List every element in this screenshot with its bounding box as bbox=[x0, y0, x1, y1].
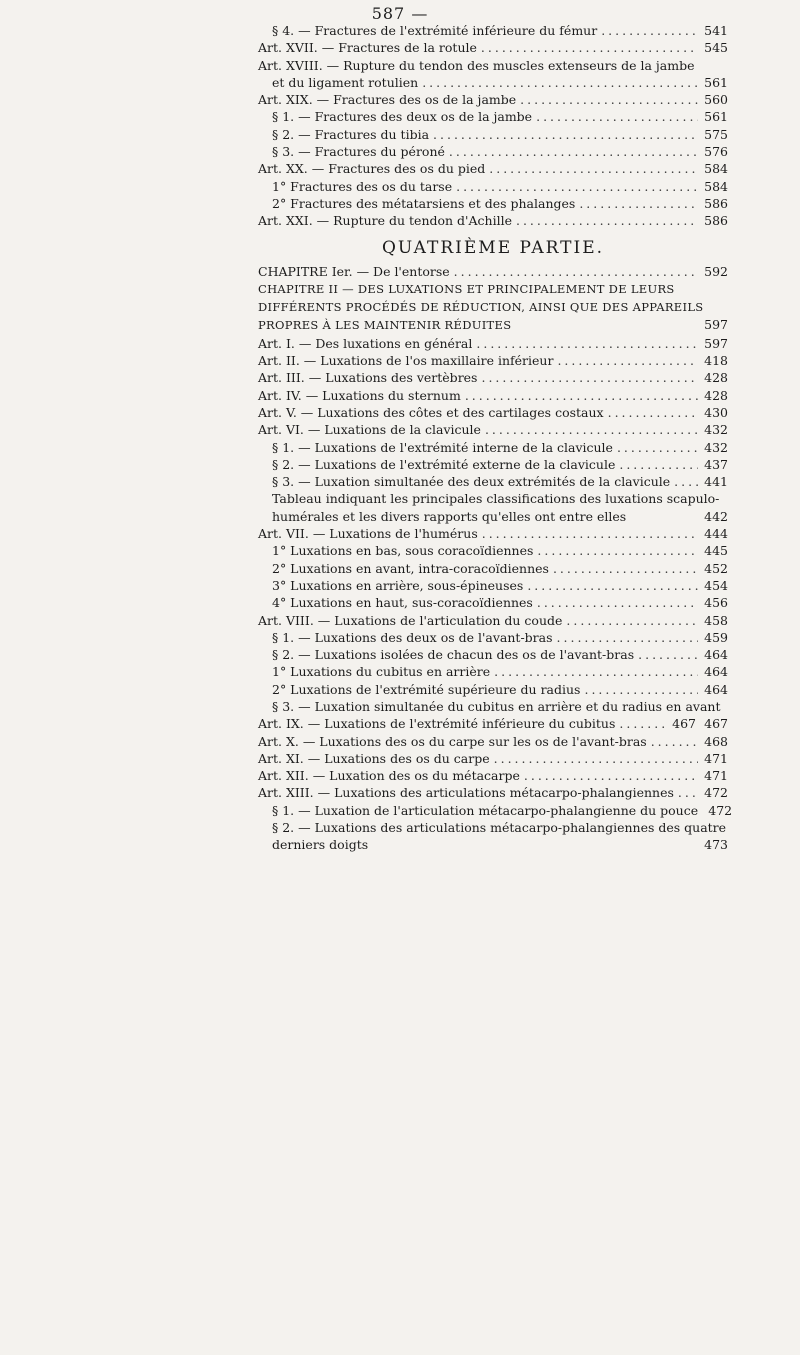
toc-entry bbox=[258, 178, 728, 195]
toc-entry bbox=[258, 108, 728, 125]
entry-title: Art. V. — Luxations des côtes et des cartilages costaux bbox=[258, 404, 604, 420]
entry-title: § 3. — Luxation simultanée du cubitus en arrière et du radius en avant bbox=[272, 698, 721, 714]
part-heading-row bbox=[258, 230, 728, 263]
toc-line bbox=[258, 802, 733, 819]
toc-line bbox=[258, 715, 696, 732]
entry-title: § 1. — Luxations des deux os de l'avant-bras bbox=[272, 629, 553, 645]
toc-entry bbox=[258, 767, 728, 784]
toc-entry bbox=[258, 195, 728, 212]
toc-line bbox=[258, 560, 728, 577]
dot-leader bbox=[481, 39, 698, 56]
dot-leader bbox=[476, 335, 698, 352]
entry-title: Art. I. — Des luxations en général bbox=[258, 335, 473, 351]
toc-entry bbox=[258, 143, 728, 160]
dot-leader bbox=[433, 126, 698, 143]
dot-leader bbox=[516, 212, 698, 229]
entry-page: 586 bbox=[704, 213, 728, 229]
entry-page: 418 bbox=[704, 353, 728, 369]
dot-leader bbox=[619, 456, 698, 473]
toc-line bbox=[258, 421, 728, 438]
entry-page: 597 bbox=[704, 317, 728, 333]
dot-leader bbox=[482, 525, 698, 542]
entry-title: 4° Luxations en haut, sus-coracoïdiennes bbox=[272, 595, 533, 611]
entry-title: 1° Luxations en bas, sous coracoïdiennes bbox=[272, 543, 534, 559]
toc-entry bbox=[258, 819, 728, 854]
dot-leader bbox=[449, 143, 698, 160]
entry-title: § 2. — Luxations de l'extrémité externe de la clavicule bbox=[272, 456, 616, 472]
entry-title: § 1. — Luxation de l'articulation métacarpo-phalangienne du pouce bbox=[272, 802, 699, 818]
toc-entry bbox=[258, 39, 728, 56]
entry-title: Art. XIII. — Luxations des articulations métacarpo-phalangiennes bbox=[258, 785, 674, 801]
entry-title: Art. XII. — Luxation des os du métacarpe bbox=[258, 768, 520, 784]
entry-page: 468 bbox=[704, 733, 728, 749]
dot-leader bbox=[489, 160, 698, 177]
toc-entry bbox=[258, 646, 728, 663]
entry-title: Art. XX. — Fractures des os du pied bbox=[258, 161, 486, 177]
toc-entry bbox=[258, 263, 728, 280]
entry-title: Art. XVIII. — Rupture du tendon des muscles extenseurs de la jambe bbox=[258, 57, 695, 73]
toc-entry bbox=[258, 750, 728, 767]
toc-line bbox=[258, 404, 728, 421]
toc-line bbox=[258, 473, 728, 490]
dot-leader bbox=[601, 22, 698, 39]
entry-title: CHAPITRE II — DES LUXATIONS ET PRINCIPALEMENT DE LEURS DIFFÉRENTS PROCÉDÉS DE RÉDUCTION, AINSI QUE DES APPAREILS PROPRES À LES MAINTENIR RÉDUITES bbox=[258, 281, 704, 333]
dot-leader bbox=[456, 178, 698, 195]
entry-title: § 3. — Luxation simultanée des deux extrémités de la clavicule bbox=[272, 474, 671, 490]
entry-title: § 4. — Fractures de l'extrémité inférieure du fémur bbox=[272, 23, 598, 38]
entry-title: Art. IV. — Luxations du sternum bbox=[258, 387, 461, 403]
toc-line bbox=[258, 369, 728, 386]
toc-entry bbox=[258, 715, 728, 732]
toc-line bbox=[258, 612, 728, 629]
dot-leader bbox=[465, 387, 698, 404]
entry-title: Art. XXI. — Rupture du tendon d'Achille bbox=[258, 213, 512, 229]
entry-title: 2° Luxations de l'extrémité supérieure du radius bbox=[272, 681, 581, 697]
entry-title: 2° Luxations en avant, intra-coracoïdiennes bbox=[272, 560, 549, 576]
toc-line bbox=[258, 335, 728, 352]
entry-title: § 2. — Fractures du tibia bbox=[272, 126, 430, 142]
toc-line bbox=[258, 74, 728, 91]
entry-page: 456 bbox=[704, 595, 728, 611]
toc-line bbox=[258, 525, 728, 542]
entry-title: Art. VIII. — Luxations de l'articulation du coude bbox=[258, 612, 563, 628]
dot-leader bbox=[422, 74, 698, 91]
entry-page: 437 bbox=[704, 456, 728, 472]
toc-line bbox=[258, 263, 728, 280]
entry-page: 430 bbox=[704, 404, 728, 420]
entry-page: 467 bbox=[704, 716, 728, 732]
toc-entry bbox=[258, 594, 728, 611]
toc-line bbox=[258, 39, 728, 56]
entry-page: 445 bbox=[704, 543, 728, 559]
dot-leader bbox=[608, 404, 698, 421]
entry-title: § 2. — Luxations des articulations métacarpo-phalangiennes des quatre derniers doigts bbox=[272, 820, 727, 853]
entry-page: 464 bbox=[704, 647, 728, 663]
entry-title: Art. III. — Luxations des vertèbres bbox=[258, 370, 478, 386]
entry-title: Art. XI. — Luxations des os du carpe bbox=[258, 750, 490, 766]
dot-leader bbox=[520, 91, 698, 108]
toc-line bbox=[258, 784, 728, 801]
toc-line bbox=[258, 178, 728, 195]
toc-entry bbox=[258, 387, 728, 404]
toc-line bbox=[258, 681, 728, 698]
dot-leader bbox=[537, 542, 698, 559]
entry-title: Art. II. — Luxations de l'os maxillaire inférieur bbox=[258, 353, 554, 369]
table-of-contents bbox=[258, 22, 733, 854]
entry-page: 454 bbox=[704, 577, 728, 593]
dot-leader bbox=[678, 784, 698, 801]
dot-leader bbox=[584, 681, 698, 698]
dot-leader bbox=[524, 767, 698, 784]
entry-page: 561 bbox=[704, 109, 728, 125]
entry-page: 464 bbox=[704, 664, 728, 680]
toc-line bbox=[258, 22, 728, 39]
entry-title: Art. XVII. — Fractures de la rotule bbox=[258, 40, 477, 56]
toc-entry bbox=[258, 421, 728, 438]
toc-entry bbox=[258, 629, 728, 646]
toc-entry bbox=[258, 352, 728, 369]
toc-entry bbox=[258, 473, 728, 490]
toc-entry bbox=[258, 456, 728, 473]
entry-page: 473 bbox=[704, 837, 728, 853]
dot-leader bbox=[557, 352, 698, 369]
entry-page: 541 bbox=[704, 23, 728, 38]
page-number: 587 — bbox=[371, 4, 429, 23]
dot-leader bbox=[494, 663, 698, 680]
entry-title-continuation: et du ligament rotulien bbox=[272, 74, 419, 90]
toc-entry bbox=[258, 560, 728, 577]
toc-line bbox=[258, 439, 728, 456]
toc-line bbox=[258, 387, 728, 404]
entry-title: 1° Luxations du cubitus en arrière bbox=[272, 664, 491, 680]
dot-leader bbox=[557, 629, 698, 646]
entry-title: Art. IX. — Luxations de l'extrémité inférieure du cubitus bbox=[258, 716, 616, 732]
toc-line bbox=[258, 629, 728, 646]
entry-page: 428 bbox=[704, 370, 728, 386]
dot-leader bbox=[566, 612, 698, 629]
toc-entry bbox=[258, 126, 728, 143]
toc-line bbox=[258, 819, 728, 854]
entry-page: 467 bbox=[672, 716, 696, 732]
toc-entry bbox=[258, 577, 728, 594]
toc-line bbox=[258, 733, 728, 750]
part-title: QUATRIÈME PARTIE. bbox=[381, 237, 605, 258]
entry-title: Art. VII. — Luxations de l'humérus bbox=[258, 526, 478, 542]
toc-entry bbox=[258, 212, 728, 229]
entry-page: 442 bbox=[704, 508, 728, 524]
dot-leader bbox=[485, 421, 698, 438]
toc-entry bbox=[258, 335, 728, 352]
dot-leader bbox=[619, 715, 666, 732]
entry-page: 458 bbox=[704, 612, 728, 628]
toc-line bbox=[258, 126, 728, 143]
entry-page: 472 bbox=[704, 785, 728, 801]
entry-page: 584 bbox=[704, 161, 728, 177]
entry-page: 441 bbox=[704, 474, 728, 490]
toc-entry bbox=[258, 160, 728, 177]
toc-line bbox=[258, 663, 728, 680]
toc-line bbox=[258, 594, 728, 611]
entry-page: 459 bbox=[704, 629, 728, 645]
entry-page: 545 bbox=[704, 40, 728, 56]
toc-entry bbox=[258, 525, 728, 542]
toc-line bbox=[258, 456, 728, 473]
entry-page: 561 bbox=[704, 74, 728, 90]
entry-page: 472 bbox=[708, 802, 733, 818]
toc-entry bbox=[258, 57, 728, 92]
entry-title: § 2. — Luxations isolées de chacun des os de l'avant-bras bbox=[272, 647, 635, 663]
toc-line bbox=[258, 352, 728, 369]
toc-entry bbox=[258, 22, 728, 39]
toc-line bbox=[258, 212, 728, 229]
toc-line bbox=[258, 91, 728, 108]
toc-entry bbox=[258, 542, 728, 559]
dot-leader bbox=[537, 594, 698, 611]
toc-line bbox=[258, 108, 728, 125]
entry-title: Tableau indiquant les principales classifications des luxations scapulo-humérales et les divers rapports qu'elles ont entre elles bbox=[272, 491, 720, 524]
entry-page: 575 bbox=[704, 126, 728, 142]
toc-entry bbox=[258, 663, 728, 680]
entry-page: 452 bbox=[704, 560, 728, 576]
entry-page: 560 bbox=[704, 92, 728, 108]
entry-title: Art. X. — Luxations des os du carpe sur les os de l'avant-bras bbox=[258, 733, 647, 749]
toc-line bbox=[258, 750, 728, 767]
toc-entry bbox=[258, 733, 728, 750]
dot-leader bbox=[481, 369, 698, 386]
dot-leader bbox=[579, 195, 698, 212]
entry-page: 576 bbox=[704, 144, 728, 160]
dot-leader bbox=[494, 750, 698, 767]
toc-entry bbox=[258, 784, 728, 801]
toc-line bbox=[258, 542, 728, 559]
toc-line bbox=[258, 767, 728, 784]
entry-page: 432 bbox=[704, 422, 728, 438]
toc-line bbox=[258, 280, 728, 335]
entry-title: CHAPITRE Ier. — De l'entorse bbox=[258, 263, 450, 279]
toc-line bbox=[258, 646, 728, 663]
toc-entry bbox=[258, 681, 728, 698]
toc-entry bbox=[258, 369, 728, 386]
toc-line bbox=[258, 143, 728, 160]
toc-entry bbox=[258, 802, 733, 819]
dot-leader bbox=[536, 108, 698, 125]
entry-title: 1° Fractures des os du tarse bbox=[272, 178, 453, 194]
toc-line bbox=[258, 490, 728, 525]
entry-title: § 1. — Fractures des deux os de la jambe bbox=[272, 109, 533, 125]
toc-entry bbox=[258, 490, 728, 525]
toc-entry bbox=[258, 280, 728, 335]
entry-title: 3° Luxations en arrière, sous-épineuses bbox=[272, 577, 524, 593]
entry-page: 586 bbox=[704, 195, 728, 211]
entry-title: § 3. — Fractures du péroné bbox=[272, 144, 445, 160]
entry-page: 471 bbox=[704, 750, 728, 766]
entry-page: 584 bbox=[704, 178, 728, 194]
toc-entry bbox=[258, 404, 728, 421]
dot-leader bbox=[651, 733, 698, 750]
entry-title: § 1. — Luxations de l'extrémité interne de la clavicule bbox=[272, 439, 613, 455]
dot-leader bbox=[527, 577, 698, 594]
entry-page: 597 bbox=[704, 335, 728, 351]
entry-title: Art. XIX. — Fractures des os de la jambe bbox=[258, 92, 517, 108]
entry-title: Art. VI. — Luxations de la clavicule bbox=[258, 422, 481, 438]
entry-page: 444 bbox=[704, 526, 728, 542]
dot-leader bbox=[638, 646, 698, 663]
dot-leader bbox=[674, 473, 698, 490]
toc-entry bbox=[258, 439, 728, 456]
toc-line bbox=[258, 160, 728, 177]
entry-page: 464 bbox=[704, 681, 728, 697]
toc-line bbox=[258, 577, 728, 594]
dot-leader bbox=[454, 263, 698, 280]
entry-title: 2° Fractures des métatarsiens et des phalanges bbox=[272, 195, 576, 211]
toc-entry bbox=[258, 612, 728, 629]
entry-page: 592 bbox=[704, 263, 728, 279]
dot-leader bbox=[553, 560, 698, 577]
toc-line bbox=[258, 195, 728, 212]
entry-page: 428 bbox=[704, 387, 728, 403]
dot-leader bbox=[617, 439, 698, 456]
toc-entry bbox=[258, 91, 728, 108]
entry-page: 432 bbox=[704, 439, 728, 455]
entry-page: 471 bbox=[704, 768, 728, 784]
